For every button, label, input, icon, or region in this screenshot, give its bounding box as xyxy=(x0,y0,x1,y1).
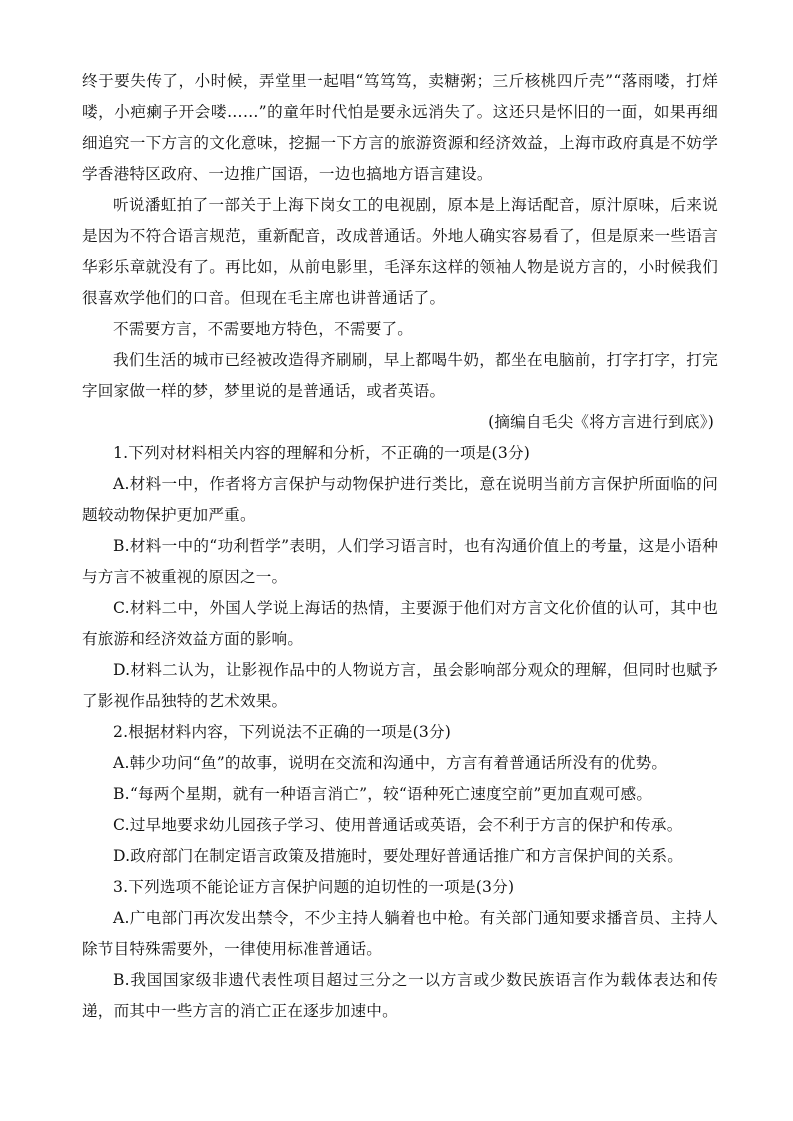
question-1-stem: 1.下列对材料相关内容的理解和分析，不正确的一项是(3分) xyxy=(113,444,531,462)
article-paragraph-2: 听说潘虹拍了一部关于上海下岗女工的电视剧，原本是上海话配音，原汁原味，后来说是因为不符合语言规范，重新配音，改成普通话。外地人确实容易看了，但是原来一些语言华彩乐章就没有了。再比如，从前电影里，毛泽东这样的领袖人物是说方言的，小时候我们很喜欢学他们的口音。但现在毛主席也讲普通话了。 xyxy=(82,196,718,307)
question-3-option-a: A.广电部门再次发出禁令，不少主持人躺着也中枪。有关部门通知要求播音员、主持人除节目特殊需要外，一律使用标准普通话。 xyxy=(82,909,718,958)
question-1-option-a: A.材料一中，作者将方言保护与动物保护进行类比，意在说明当前方言保护所面临的问题较动物保护更加严重。 xyxy=(82,475,718,524)
article-paragraph-4: 我们生活的城市已经被改造得齐刷刷，早上都喝牛奶，都坐在电脑前，打字打字，打完字回家做一样的梦，梦里说的是普通话，或者英语。 xyxy=(82,351,718,400)
document-page xyxy=(82,66,718,1027)
question-1-option-c: C.材料二中，外国人学说上海话的热情，主要源于他们对方言文化价值的认可，其中也有旅游和经济效益方面的影响。 xyxy=(82,599,718,648)
question-2-option-b: B.“每两个星期，就有一种语言消亡”，较“语种死亡速度空前”更加直观可感。 xyxy=(113,785,653,803)
question-3-stem: 3.下列选项不能论证方言保护问题的迫切性的一项是(3分) xyxy=(113,878,515,896)
question-1-option-d: D.材料二认为，让影视作品中的人物说方言，虽会影响部分观众的理解，但同时也赋予了影视作品独特的艺术效果。 xyxy=(82,661,718,710)
article-source: (摘编自毛尖《将方言进行到底》) xyxy=(488,413,714,431)
question-2-option-d: D.政府部门在制定语言政策及措施时，要处理好普通话推广和方言保护间的关系。 xyxy=(113,847,684,865)
question-2-option-a: A.韩少功问“鱼”的故事，说明在交流和沟通中，方言有着普通话所没有的优势。 xyxy=(113,754,668,772)
article-paragraph-1: 终于要失传了，小时候，弄堂里一起唱“笃笃笃，卖糖粥；三斤核桃四斤壳”“落雨喽，打烊喽，小疤瘌子开会喽……”的童年时代怕是要永远消失了。这还只是怀旧的一面，如果再细细追究一下方言的文化意味，挖掘一下方言的旅游资源和经济效益，上海市政府真是不妨学学香港特区政府、一边推广国语，一边也搞地方语言建设。 xyxy=(82,72,718,183)
question-1-option-b: B.材料一中的“功利哲学”表明，人们学习语言时，也有沟通价值上的考量，这是小语种与方言不被重视的原因之一。 xyxy=(82,537,718,586)
article-paragraph-3: 不需要方言，不需要地方特色，不需要了。 xyxy=(113,320,414,338)
question-2-stem: 2.根据材料内容，下列说法不正确的一项是(3分) xyxy=(113,723,452,741)
question-2-option-c: C.过早地要求幼儿园孩子学习、使用普通话或英语，会不利于方言的保护和传承。 xyxy=(113,816,683,834)
question-3-option-b: B.我国国家级非遗代表性项目超过三分之一以方言或少数民族语言作为载体表达和传递，而其中一些方言的消亡正在逐步加速中。 xyxy=(82,971,718,1020)
